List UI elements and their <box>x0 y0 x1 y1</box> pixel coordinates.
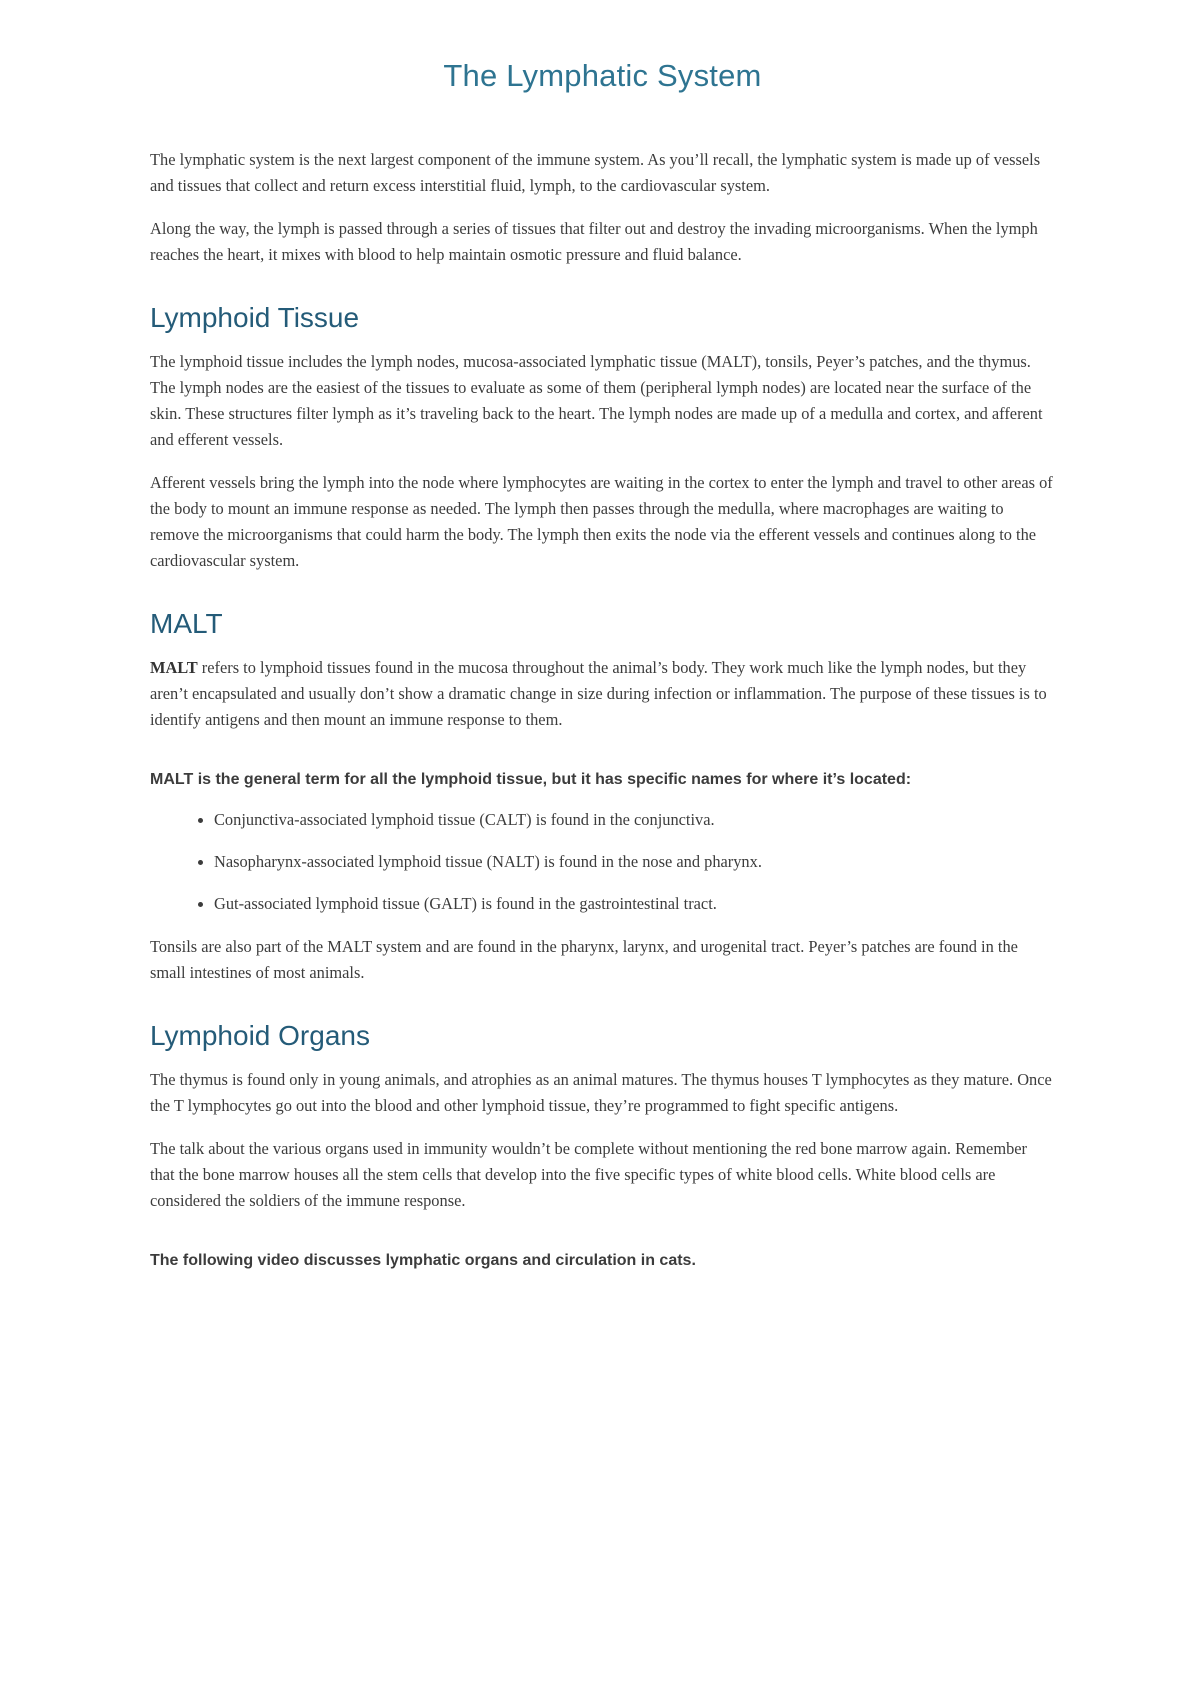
lymphoid-tissue-paragraph-2: Afferent vessels bring the lymph into the node where lymphocytes are waiting in the cortex to enter the lymph and travel to other areas of the body to mount an immune response as needed. The lymph then passes through the medulla, where macrophages are waiting to remove the microorganisms that could harm the body. The lymph then exits the node via the efferent vessels and continues along to the cardiovascular system. <box>150 473 1053 570</box>
lymphoid-organs-paragraph-2: The talk about the various organs used in immunity wouldn’t be complete without mentioning the red bone marrow again. Remember that the bone marrow houses all the stem cells that develop into the five specific types of white blood cells. White blood cells are considered the soldiers of the immune response. <box>150 1139 1028 1210</box>
bullet-icon <box>198 860 203 865</box>
document-page <box>150 0 1055 1274</box>
video-lead-text: The following video discusses lymphatic organs and circulation in cats. <box>150 1252 696 1269</box>
malt-term: MALT <box>150 658 198 677</box>
list-item-text: Gut-associated lymphoid tissue (GALT) is found in the gastrointestinal tract. <box>214 894 717 913</box>
malt-types-list <box>150 807 1055 917</box>
bullet-icon <box>198 818 203 823</box>
malt-paragraph-2: Tonsils are also part of the MALT system and are found in the pharynx, larynx, and urogenital tract. Peyer’s patches are found in the small intestines of most animals. <box>150 937 1018 982</box>
malt-lead-text: MALT is the general term for all the lymphoid tissue, but it has specific names for where it’s located: <box>150 771 912 788</box>
list-item <box>214 849 1055 875</box>
intro-paragraph-2: Along the way, the lymph is passed through a series of tissues that filter out and destroy the invading microorganisms. When the lymph reaches the heart, it mixes with blood to help maintain osmotic pressure and fluid balance. <box>150 219 1038 264</box>
list-item-text: Conjunctiva-associated lymphoid tissue (CALT) is found in the conjunctiva. <box>214 810 715 829</box>
heading-lymphoid-organs: Lymphoid Organs <box>150 1020 370 1051</box>
list-item <box>214 891 1055 917</box>
heading-malt: MALT <box>150 608 223 639</box>
page-title: The Lymphatic System <box>443 58 762 93</box>
intro-paragraph-1: The lymphatic system is the next largest component of the immune system. As you’ll recall, the lymphatic system is made up of vessels and tissues that collect and return excess interstitial fluid, lymph, to the cardiovascular system. <box>150 150 1041 195</box>
lymphoid-organs-paragraph-1: The thymus is found only in young animals, and atrophies as an animal matures. The thymus houses T lymphocytes as they mature. Once the T lymphocytes go out into the blood and other lymphoid tissue, they’re programmed to fight specific antigens. <box>150 1070 1052 1115</box>
list-item-text: Nasopharynx-associated lymphoid tissue (NALT) is found in the nose and pharynx. <box>214 852 762 871</box>
heading-lymphoid-tissue: Lymphoid Tissue <box>150 302 360 333</box>
bullet-icon <box>198 902 203 907</box>
malt-paragraph-1 <box>150 655 1055 733</box>
malt-paragraph-1-text: refers to lymphoid tissues found in the mucosa throughout the animal’s body. They work much like the lymph nodes, but they aren’t encapsulated and usually don’t show a dramatic change in size during infection or inflammation. The purpose of these tissues is to identify antigens and then mount an immune response to them. <box>150 658 1047 729</box>
lymphoid-tissue-paragraph-1: The lymphoid tissue includes the lymph nodes, mucosa-associated lymphatic tissue (MALT), tonsils, Peyer’s patches, and the thymus. The lymph nodes are the easiest of the tissues to evaluate as some of them (peripheral lymph nodes) are located near the surface of the skin. These structures filter lymph as it’s traveling back to the heart. The lymph nodes are made up of a medulla and cortex, and afferent and efferent vessels. <box>150 352 1043 449</box>
list-item <box>214 807 1055 833</box>
